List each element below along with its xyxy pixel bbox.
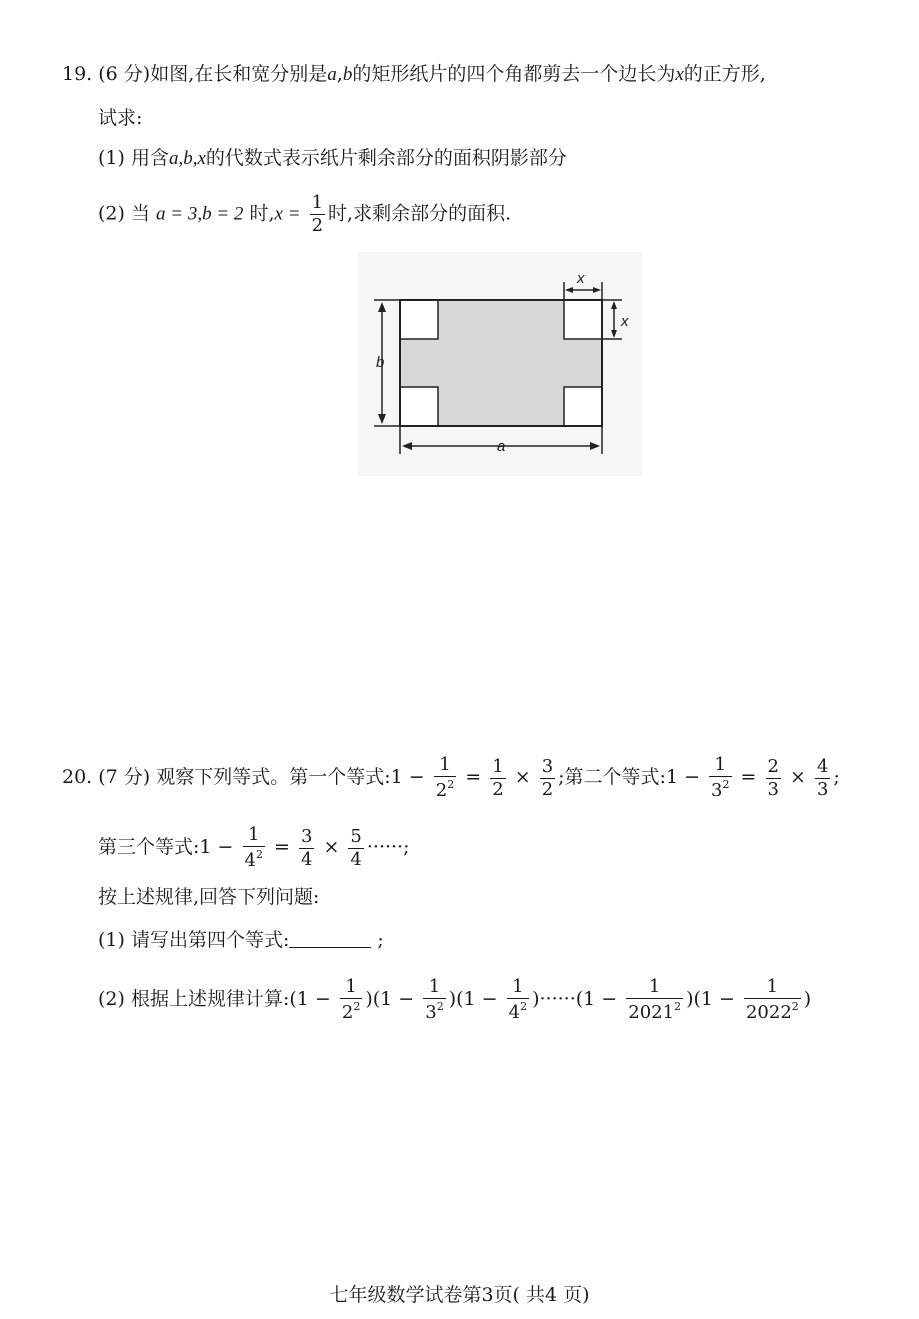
corner-square-top-left [400, 300, 438, 339]
q20-line-1: 20. (7 分) 观察下列等式。第一个等式:1 − $\frac{1}{2^2}$ = $\frac{1}{2}$ × $\frac{3}{2}$ ;第二个等式:1 − $\frac{1}{3^2}$ = $\frac{2}{3}$ × $\frac{4}{3}$ ; [62, 754, 840, 801]
part-label: (2) [98, 988, 125, 1010]
q19-line-2: 试求: [98, 107, 143, 129]
label-x-top: x [577, 270, 585, 287]
var-a: a [327, 64, 337, 85]
q20-eq3-tail: ······; [366, 836, 410, 858]
q19-part-1 [98, 146, 567, 171]
q20-number: 20. [62, 766, 93, 788]
q19-line-1 [62, 62, 766, 87]
corner-square-bottom-right [564, 387, 602, 426]
figure-svg [358, 252, 642, 476]
part-text: 请写出第四个等式: [130, 929, 290, 951]
part-vars: a,b,x [168, 148, 206, 169]
rectangle-figure [358, 252, 642, 476]
label-b: b [376, 354, 385, 371]
q20-mid: ;第二个等式:1 − [558, 766, 700, 788]
q19-text: 的矩形纸片的四个角都剪去一个边长为 [352, 63, 676, 85]
fraction: $\frac{1}{2^2}$ [341, 976, 361, 1023]
fraction: $\frac{1}{2021^2}$ [628, 976, 682, 1023]
fraction: $\frac{3}{4}$ [300, 825, 313, 870]
q20-rule: 按上述规律,回答下列问题: [98, 886, 320, 908]
q19-points: (6 分) [98, 63, 151, 85]
label-a: a [497, 438, 506, 455]
fraction: $\frac{3}{2}$ [541, 755, 554, 800]
q19-part-2 [98, 194, 511, 235]
page-footer: 七年级数学试卷第3页( 共4 页) [329, 1284, 590, 1306]
fraction: $\frac{1}{3^2}$ [711, 754, 730, 801]
fraction-one-half: $\frac{1}{2}$ [311, 192, 324, 236]
fraction: $\frac{2}{3}$ [767, 755, 779, 800]
part-text: 的代数式表示纸片剩余部分的面积阴影部分 [205, 147, 567, 169]
q19-text: 如图,在长和宽分别是 [150, 63, 328, 85]
var-b: b [342, 64, 353, 85]
q20-eq3-intro: 第三个等式:1 − [98, 836, 234, 858]
condition-x: x = [274, 203, 301, 225]
corner-square-top-right [564, 300, 602, 339]
var-x: x [675, 64, 684, 85]
part-label: (2) [98, 202, 125, 225]
fraction: $\frac{1}{2}$ [492, 755, 504, 800]
fraction: $\frac{1}{4^2}$ [508, 976, 528, 1023]
part-text: 用含 [130, 147, 169, 169]
part-label: (1) [98, 929, 125, 951]
fraction: $\frac{1}{3^2}$ [425, 976, 444, 1023]
q20-part-1 [98, 928, 384, 952]
q20-part-2: (2) 根据上述规律计算:(1 − $\frac{1}{2^2}$ )(1 − $\frac{1}{3^2}$ )(1 − $\frac{1}{4^2}$ )······(1 − $\frac{1}{2021^2}$ )(1 − $\frac{1}{2022^2}$ ) [98, 976, 812, 1023]
condition-b: b = 2 [202, 203, 244, 225]
label-x-right: x [621, 313, 629, 330]
q20-intro: 观察下列等式。第一个等式:1 − [156, 766, 425, 788]
fraction: $\frac{4}{3}$ [816, 755, 829, 800]
corner-square-bottom-left [400, 387, 438, 426]
part-text: 当 [130, 202, 150, 225]
part-text: 根据上述规律计算: [130, 988, 290, 1010]
comma: , [336, 63, 343, 85]
part-text: 时,求剩余部分的面积. [328, 202, 512, 225]
ellipsis: ······ [539, 988, 576, 1010]
part-tail: ; [377, 929, 384, 951]
q20-points: (7 分) [98, 766, 151, 788]
fraction: $\frac{5}{4}$ [350, 825, 362, 870]
part-label: (1) [98, 147, 125, 169]
q20-line-2: 第三个等式:1 − $\frac{1}{4^2}$ = $\frac{3}{4}$ × $\frac{5}{4}$ ······; [98, 824, 410, 871]
fraction: $\frac{1}{2022^2}$ [745, 976, 799, 1023]
fraction: $\frac{1}{4^2}$ [244, 824, 263, 871]
answer-blank[interactable] [289, 929, 371, 948]
q19-number: 19. [62, 63, 93, 85]
part-text: 时, [249, 202, 275, 225]
fraction: $\frac{1}{2^2}$ [435, 754, 455, 801]
condition-a: a = 3, [156, 203, 203, 225]
q19-text: 的正方形, [683, 63, 766, 85]
